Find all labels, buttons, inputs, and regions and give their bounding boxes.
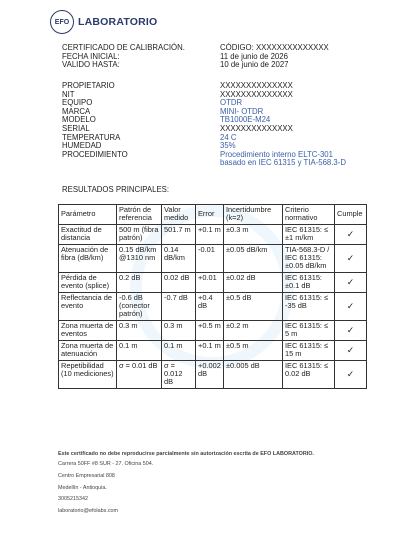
table-cell: 0.3 m [162,320,196,340]
table-cell: 0.15 dB/km @1310 nm [117,244,162,272]
table-cell: Zona muerta de atenuación [59,340,117,360]
check-icon: ✓ [335,360,367,388]
detail-label: EQUIPO [62,98,93,108]
check-icon: ✓ [335,244,367,272]
footer-line: Centro Empresarial 808 [58,472,115,479]
column-header: Patrón de referencia [117,205,162,225]
detail-label: MARCA [62,106,91,116]
results-title: RESULTADOS PRINCIPALES: [62,185,170,194]
table-cell: TIA-568.3-D / IEC 61315: ±0.05 dB/km [283,244,335,272]
table-cell: 500 m (fibra patrón) [117,224,162,244]
certificate-label: FECHA INICIAL: [62,51,120,61]
table-cell: IEC 61315: ≤ -35 dB [283,292,335,320]
column-header: Incertidumbre (k=2) [224,205,283,225]
table-cell: ±0.5 m [224,340,283,360]
detail-row [62,159,417,168]
results-table [58,204,367,389]
table-row [59,292,367,320]
table-cell: ±0.02 dB [224,272,283,292]
table-cell: +0.1 m [196,340,224,360]
detail-value: XXXXXXXXXXXXXX [220,123,293,133]
table-cell: ±0.005 dB [224,360,283,388]
company-name: LABORATORIO [78,16,158,28]
certificate-value: CÓDIGO: XXXXXXXXXXXXXX [220,43,329,52]
certificate-value: 10 de junio de 2027 [220,60,289,70]
table-cell: IEC 61315: ≤ 0.02 dB [283,360,335,388]
detail-value: OTDR [220,98,243,108]
table-cell: IEC 61315: ≤ 15 m [283,340,335,360]
table-cell: ±0.5 dB [224,292,283,320]
table-row [59,272,367,292]
table-row [59,244,367,272]
table-cell: 0.2 dB [117,272,162,292]
certificate-row [62,61,417,70]
column-header: Valor medido [162,205,196,225]
check-icon: ✓ [335,272,367,292]
table-cell: Zona muerta de eventos [59,320,117,340]
certificate-label: CERTIFICADO DE CALIBRACIÓN. [62,43,185,52]
table-body [59,224,367,388]
table-cell: 0.1 m [117,340,162,360]
certificate-value: 11 de junio de 2026 [220,51,288,61]
footer-line: Medellín - Antioquia. [58,484,107,491]
table-cell: +0.002 dB [196,360,224,388]
column-header: Criterio normativo [283,205,335,225]
detail-value: Procedimiento interno ELTC-301 [220,149,333,159]
table-cell: Atenuación de fibra (dB/km) [59,244,117,272]
table-cell: Pérdida de evento (splice) [59,272,117,292]
table-row [59,224,367,244]
detail-label: MODELO [62,115,96,125]
detail-label: TEMPERATURA [62,132,121,142]
footer-line: 3005215342 [58,496,88,503]
efo-logo-icon: EFO [50,10,74,34]
table-cell: IEC 61315: ±0.1 dB [283,272,335,292]
table-cell: +0.01 [196,272,224,292]
detail-value: MINI- OTDR [220,106,264,116]
table-cell: Reflectancia de evento [59,292,117,320]
table-cell: σ = 0.012 dB [162,360,196,388]
detail-value: XXXXXXXXXXXXXX [220,81,293,90]
column-header: Parámetro [59,205,117,225]
detail-label: NIT [62,89,75,99]
header [50,10,157,34]
table-cell: ±0.05 dB/km [224,244,283,272]
check-icon: ✓ [335,224,367,244]
check-icon: ✓ [335,340,367,360]
column-header: Cumple [335,205,367,225]
footer [58,451,314,520]
detail-row [62,134,417,143]
check-icon: ✓ [335,320,367,340]
footer-line: laboratorio@efolabs.com [58,508,119,515]
table-cell: 0.14 dB/km [162,244,196,272]
detail-value: 35% [220,141,236,151]
table-cell: +0.5 m [196,320,224,340]
table-cell: Repetibilidad (10 mediciones) [59,360,117,388]
table-cell: IEC 61315: ≤ ±1 m/km [283,224,335,244]
table-cell: IEC 61315: ≤ 5 m [283,320,335,340]
table-cell: 501.7 m [162,224,196,244]
table-cell: 0.3 m [117,320,162,340]
table-cell: -0.6 dB (conector patrón) [117,292,162,320]
detail-label: PROCEDIMIENTO [62,149,128,159]
certificate-label: VALIDO HASTA: [62,60,120,70]
table-cell: σ = 0.01 dB [117,360,162,388]
detail-label: HUMEDAD [62,141,102,151]
detail-label: SERIAL [62,123,90,133]
table-header-row [59,205,367,225]
footer-line: Carrera 50FF #8 SUR - 27. Oficina 504. [58,461,154,467]
column-header: Error [196,205,224,225]
table-cell: +0.1 m [196,224,224,244]
table-row [59,360,367,388]
table-cell: ±0.2 m [224,320,283,340]
detail-label: PROPIETARIO [62,81,115,90]
table-cell: -0.01 [196,244,224,272]
table-cell: 0.02 dB [162,272,196,292]
table-cell: -0.7 dB [162,292,196,320]
detail-label [62,159,220,168]
table-row [59,320,367,340]
footer-line: Este certificado no debe reproducirse parcialmente sin autorización escrita de EFO LABORATORIO. [58,451,314,457]
table-cell: +0.4 dB [196,292,224,320]
detail-value: 24 C [220,132,237,142]
detail-value: basado en IEC 61315 y TIA-568.3-D [220,158,346,168]
detail-value: XXXXXXXXXXXXXX [220,89,293,99]
table-cell: Exactitud de distancia [59,224,117,244]
equipment-details [62,82,417,168]
detail-value: TB1000E-M24 [220,115,271,125]
check-icon: ✓ [335,292,367,320]
table-cell: 0.1 m [162,340,196,360]
table-row [59,340,367,360]
table-cell: ±0.3 m [224,224,283,244]
certificate-info [62,44,417,70]
